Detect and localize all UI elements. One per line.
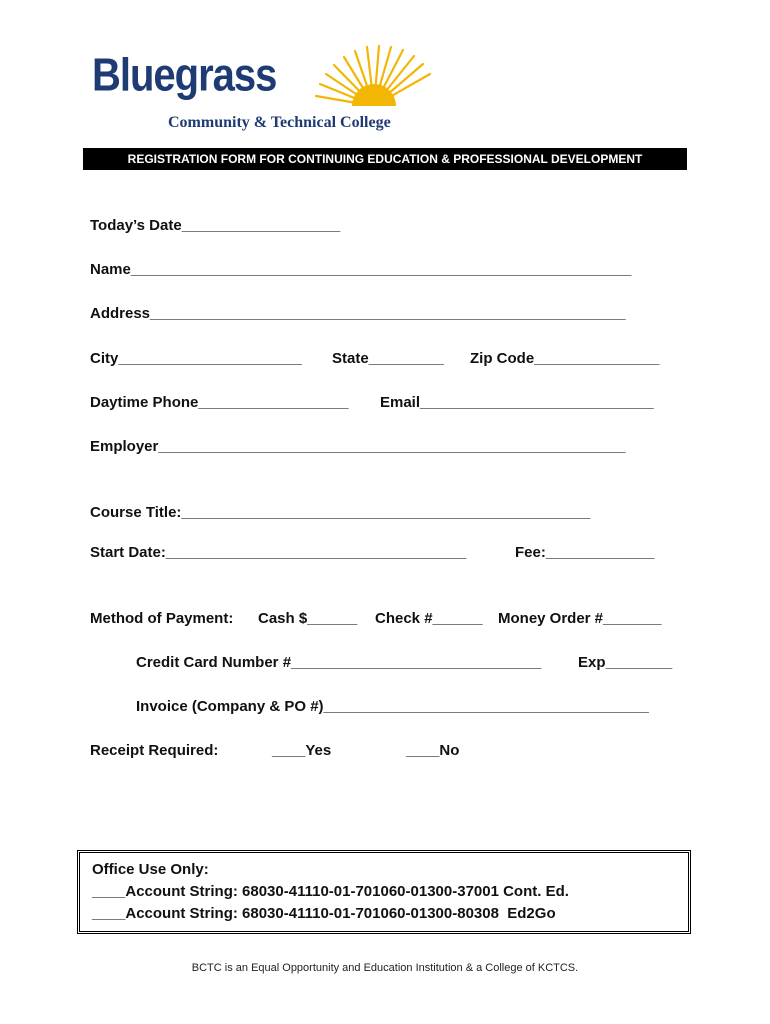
daytime-phone-field[interactable]: Daytime Phone__________________ bbox=[90, 394, 349, 411]
employer-field[interactable]: Employer________________________________________________________ bbox=[90, 438, 626, 455]
office-use-title: Office Use Only: bbox=[92, 861, 209, 878]
zip-code-field[interactable]: Zip Code_______________ bbox=[470, 350, 660, 367]
start-date-field[interactable]: Start Date:____________________________________ bbox=[90, 544, 467, 561]
footer-statement: BCTC is an Equal Opportunity and Education Institution & a College of KCTCS. bbox=[191, 962, 579, 974]
course-title-field[interactable]: Course Title:_________________________________________________ bbox=[90, 504, 591, 521]
check-field[interactable]: Check #______ bbox=[375, 610, 483, 627]
city-field[interactable]: City______________________ bbox=[90, 350, 302, 367]
receipt-no-option[interactable]: ____No bbox=[406, 742, 460, 759]
invoice-field[interactable]: Invoice (Company & PO #)_______________________________________ bbox=[136, 698, 649, 715]
todays-date-field[interactable]: Today’s Date___________________ bbox=[90, 217, 341, 234]
account-string-cont-ed[interactable]: ____Account String: 68030-41110-01-701060-01300-37001 Cont. Ed. bbox=[92, 883, 569, 900]
cash-field[interactable]: Cash $______ bbox=[258, 610, 358, 627]
office-use-box bbox=[77, 850, 691, 934]
logo-subtitle: Community & Technical College bbox=[168, 114, 391, 131]
method-of-payment-label: Method of Payment: bbox=[90, 610, 234, 627]
credit-card-number-field[interactable]: Credit Card Number #______________________________ bbox=[136, 654, 542, 671]
money-order-field[interactable]: Money Order #_______ bbox=[498, 610, 662, 627]
fee-field[interactable]: Fee:_____________ bbox=[515, 544, 655, 561]
state-field[interactable]: State_________ bbox=[332, 350, 444, 367]
account-string-ed2go[interactable]: ____Account String: 68030-41110-01-701060-01300-80308 Ed2Go bbox=[92, 905, 556, 922]
receipt-yes-option[interactable]: ____Yes bbox=[272, 742, 332, 759]
sunburst-icon bbox=[314, 44, 434, 114]
receipt-required-label: Receipt Required: bbox=[90, 742, 219, 759]
college-logo bbox=[92, 44, 437, 134]
name-field[interactable]: Name____________________________________________________________ bbox=[90, 261, 632, 278]
email-field[interactable]: Email____________________________ bbox=[380, 394, 654, 411]
exp-field[interactable]: Exp________ bbox=[578, 654, 673, 671]
form-title-banner: REGISTRATION FORM FOR CONTINUING EDUCATION & PROFESSIONAL DEVELOPMENT bbox=[83, 148, 687, 170]
address-field[interactable]: Address_________________________________________________________ bbox=[90, 305, 626, 322]
logo-wordmark: Bluegrass bbox=[92, 50, 277, 101]
